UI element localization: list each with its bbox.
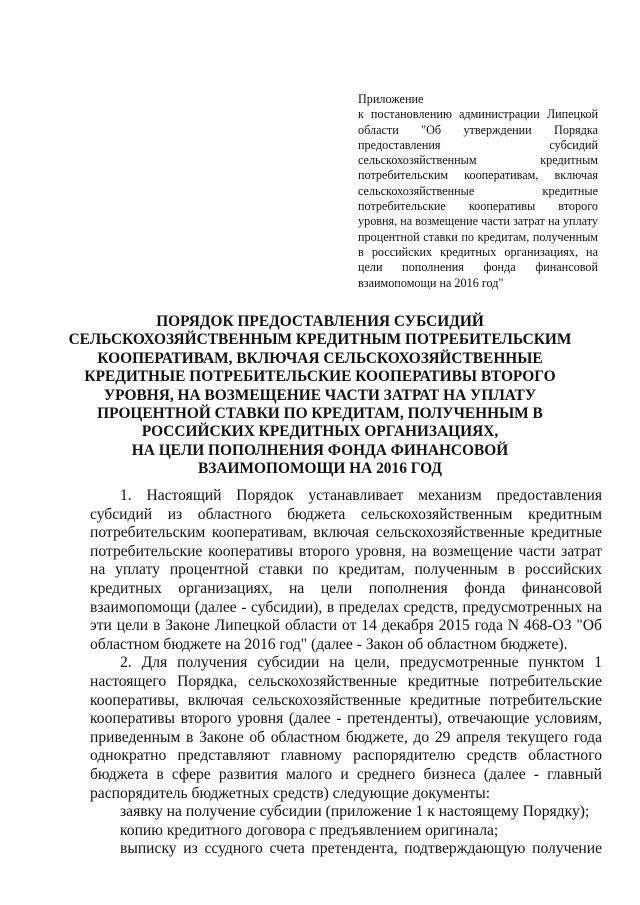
title-line: УРОВНЯ, НА ВОЗМЕЩЕНИЕ ЧАСТИ ЗАТРАТ НА УПЛАТУ xyxy=(103,386,537,404)
title-line: СЕЛЬСКОХОЗЯЙСТВЕННЫМ КРЕДИТНЫМ ПОТРЕБИТЕЛЬСКИМ xyxy=(68,331,572,349)
title-line: ПРОЦЕНТНОЙ СТАВКИ ПО КРЕДИТАМ, ПОЛУЧЕННЫМ В xyxy=(97,405,543,423)
title-line: НА ЦЕЛИ ПОПОЛНЕНИЯ ФОНДА ФИНАНСОВОЙ xyxy=(131,441,509,459)
list-item-contract-copy: копию кредитного договора с предъявлением оригинала; xyxy=(120,821,499,839)
paragraph-1: 1. Настоящий Порядок устанавливает механизм предоставления субсидий из областного бюджета сельскохозяйственным кредитным потребительским кооперативам, включая сельскохозяйственные кредитные потребительские кооперативы второго уровня, на возмещение части затрат на уплату процентной ставки по кредитам, полученным в российских кредитных организациях, на цели пополнения фонда финансовой взаимопомощи (далее - субсидии), в пределах средств, предусмотренных на эти цели в Законе Липецкой области от 14 декабря 2015 года N 468-ОЗ "Об областном бюджете на 2016 год" (далее - Закон об областном бюджете). xyxy=(90,487,602,653)
list-item-application: заявку на получение субсидии (приложение 1 к настоящему Порядку); xyxy=(120,803,590,821)
title-line: КРЕДИТНЫЕ ПОТРЕБИТЕЛЬСКИЕ КООПЕРАТИВЫ ВТОРОГО xyxy=(84,368,556,386)
title-line: ВЗАИМОПОМОЩИ НА 2016 ГОД xyxy=(198,460,442,478)
document-body xyxy=(90,487,602,859)
annex-note xyxy=(358,92,598,291)
annex-heading: Приложение xyxy=(358,92,424,106)
title-line: КООПЕРАТИВАМ, ВКЛЮЧАЯ СЕЛЬСКОХОЗЯЙСТВЕННЫЕ xyxy=(97,349,543,367)
title-line: РОССИЙСКИХ КРЕДИТНЫХ ОРГАНИЗАЦИЯХ, xyxy=(141,423,499,441)
title-line: ПОРЯДОК ПРЕДОСТАВЛЕНИЯ СУБСИДИЙ xyxy=(156,313,484,330)
paragraph-2: 2. Для получения субсидии на цели, предусмотренные пунктом 1 настоящего Порядка, сельскохозяйственные кредитные потребительские кооперативы, включая сельскохозяйственные кредитные потребительские кооперативы второго уровня (далее - претенденты), отвечающие условиям, приведенным в Законе об областном бюджете, до 29 апреля текущего года однократно представляют главному распорядителю средств областного бюджета в сфере развития малого и среднего бизнеса (далее - главный распорядитель бюджетных средств) следующие документы: xyxy=(90,654,602,802)
annex-text: к постановлению администрации Липецкой области "Об утверждении Порядка предоставления субсидий сельскохозяйственным кредитным потребительским кооперативам, включая сельскохозяйственные кредитные потребительские кооперативы второго уровня, на возмещение части затрат на уплату процентной ставки по кредитам, полученным в российских кредитных организациях, на цели пополнения фонда финансовой взаимопомощи на 2016 год" xyxy=(358,107,598,290)
document-title xyxy=(62,313,578,479)
list-item-account-statement: выписку из ссудного счета претендента, подтверждающую получение xyxy=(120,840,602,858)
